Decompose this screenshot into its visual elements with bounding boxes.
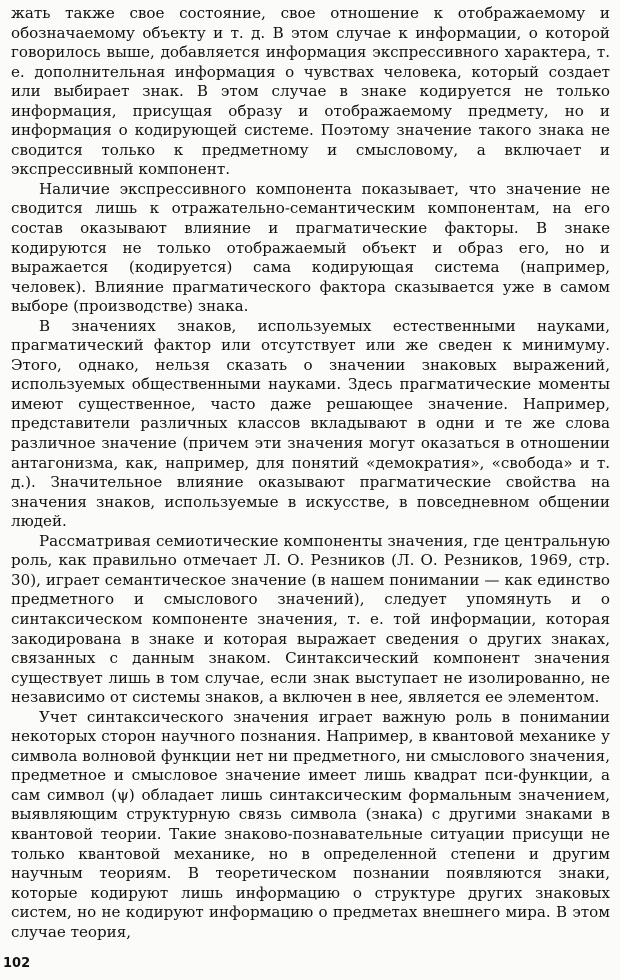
page-number: 102	[3, 956, 31, 971]
paragraph-3: В значениях знаков, используемых естественными науками, прагматический фактор или отсутствует или же сведен к минимуму. Этого, однако, нельзя сказать о значении знаковых выражений, используемых общественными науками. Здесь прагматические моменты имеют существенное, часто даже решающее значение. Например, представители различных классов вкладывают в одни и те же слова различное значение (причем эти значения могут оказаться в отношении антагонизма, как, например, для понятий «демократия», «свобода» и т. д.). Значительное влияние оказывают прагматические свойства на значения знаков, используемые в искусстве, в повседневном общении людей.	[11, 316, 610, 531]
paragraph-4: Рассматривая семиотические компоненты значения, где центральную роль, как правильно отмечает Л. О. Резников (Л. О. Резников, 1969, стр. 30), играет семантическое значение (в нашем понимании — как единство предметного и смыслового значений), следует упомянуть и о синтаксическом компоненте значения, т. е. той информации, которая закодирована в знаке и которая выражает сведения о других знаках, связанных с данным знаком. Синтаксический компонент значения существует лишь в том случае, если знак выступает не изолированно, не независимо от системы знаков, а включен в нее, является ее элементом.	[11, 531, 610, 707]
body-text	[11, 4, 610, 942]
paragraph-1: жать также свое состояние, свое отношение к отображаемому и обозначаемому объекту и т. д. В этом случае к информации, о которой говорилось выше, добавляется информация экспрессивного характера, т. е. дополнительная информация о чувствах человека, который создает или выбирает знак. В этом случае в знаке кодируется не только информация, присущая образу и отображаемому предмету, но и информация о кодирующей системе. Поэтому значение такого знака не сводится только к предметному и смысловому, а включает и экспрессивный компонент.	[11, 4, 610, 179]
paragraph-2: Наличие экспрессивного компонента показывает, что значение не сводится лишь к отражательно-семантическим компонентам, на его состав оказывают влияние и прагматические факторы. В знаке кодируются не только отображаемый объект и образ его, но и выражается (кодируется) сама кодирующая система (например, человек). Влияние прагматического фактора сказывается уже в самом выборе (производстве) знака.	[11, 179, 610, 316]
paragraph-5: Учет синтаксического значения играет важную роль в понимании некоторых сторон научного познания. Например, в квантовой механике у символа волновой функции нет ни предметного, ни смыслового значения, предметное и смысловое значение имеет лишь квадрат пси-функции, а сам символ (ψ) обладает лишь синтаксическим формальным значением, выявляющим структурную связь символа (знака) с другими знаками в квантовой теории. Такие знаково-познавательные ситуации присущи не только квантовой механике, но в определенной степени и другим научным теориям. В теоретическом познании появляются знаки, которые кодируют лишь информацию о структуре других знаковых систем, но не кодируют информацию о предметах внешнего мира. В этом случае теория,	[11, 707, 610, 941]
